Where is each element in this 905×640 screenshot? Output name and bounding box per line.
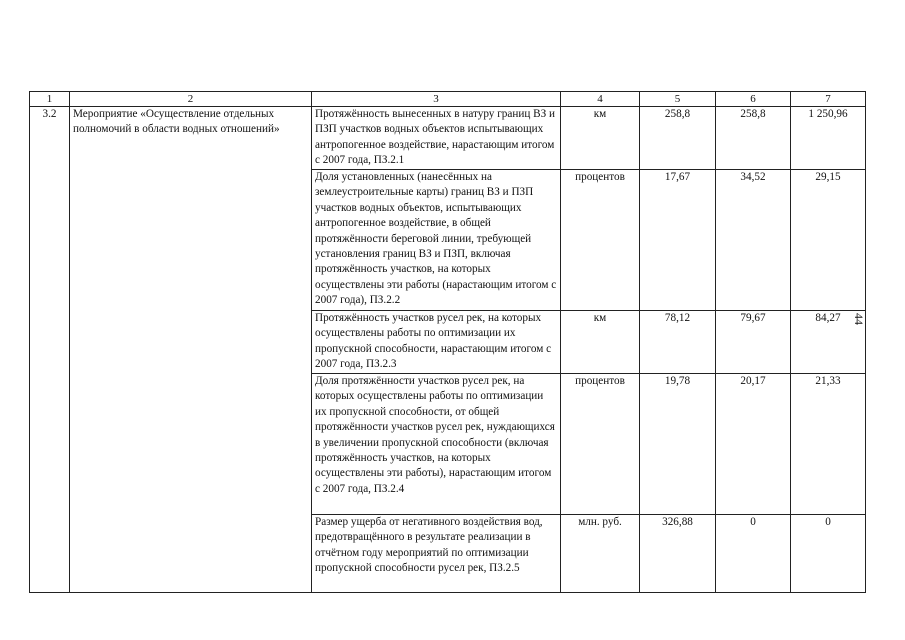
column-number: 5 <box>640 92 716 107</box>
unit-cell: км <box>561 107 640 170</box>
value-col7-cell: 84,27 <box>791 311 866 374</box>
unit-cell: млн. руб. <box>561 515 640 593</box>
value-col5-cell: 326,88 <box>640 515 716 593</box>
value-col6-cell: 0 <box>716 515 791 593</box>
value-col6-cell: 34,52 <box>716 170 791 311</box>
value-col7-cell: 21,33 <box>791 374 866 515</box>
unit-cell: процентов <box>561 170 640 311</box>
value-col5-cell: 78,12 <box>640 311 716 374</box>
value-col7-cell: 29,15 <box>791 170 866 311</box>
value-col6-cell: 79,67 <box>716 311 791 374</box>
event-name-cell: Мероприятие «Осуществление отдельных полномочий в области водных отношений» <box>70 107 312 593</box>
value-col5-cell: 17,67 <box>640 170 716 311</box>
row-number-cell: 3.2 <box>30 107 70 593</box>
value-col5-cell: 258,8 <box>640 107 716 170</box>
column-number: 2 <box>70 92 312 107</box>
table-row <box>30 107 866 170</box>
column-number: 1 <box>30 92 70 107</box>
value-col7-cell: 0 <box>791 515 866 593</box>
value-col5-cell: 19,78 <box>640 374 716 515</box>
value-col6-cell: 258,8 <box>716 107 791 170</box>
unit-cell: км <box>561 311 640 374</box>
value-col6-cell: 20,17 <box>716 374 791 515</box>
value-col7-cell: 1 250,96 <box>791 107 866 170</box>
column-number-row <box>30 92 866 107</box>
column-number: 4 <box>561 92 640 107</box>
page-number: 44 <box>852 313 866 325</box>
column-number: 3 <box>312 92 561 107</box>
indicator-name-cell: Доля протяжённости участков русел рек, на которых осуществлены работы по оптимизации их пропускной способности, от общей протяжённости участков русел рек, нуждающихся в увеличении пропускной способности (включая протяжённость участков, на которых осуществлены эти работы), нарастающим итогом с 2007 года, ПЗ.2.4 <box>312 374 561 515</box>
unit-cell: процентов <box>561 374 640 515</box>
indicator-name-cell: Протяжённость участков русел рек, на которых осуществлены работы по оптимизации их пропускной способности, нарастающим итогом с 2007 года, ПЗ.2.3 <box>312 311 561 374</box>
column-number: 6 <box>716 92 791 107</box>
indicator-name-cell: Доля установленных (нанесённых на землеустроительные карты) границ ВЗ и ПЗП участков водных объектов, испытывающих антропогенное воздействие, в общей протяжённости береговой линии, требующей установления границ ВЗ и ПЗП, включая протяжённость участков, на которых осуществлены эти работы (нарастающим итогом с 2007 года), ПЗ.2.2 <box>312 170 561 311</box>
indicator-name-cell: Размер ущерба от негативного воздействия вод, предотвращённого в результате реализации в отчётном году мероприятий по оптимизации пропускной способности русел рек, ПЗ.2.5 <box>312 515 561 593</box>
indicator-name-cell: Протяжённость вынесенных в натуру границ ВЗ и ПЗП участков водных объектов испытывающих антропогенное воздействие, нарастающим итогом с 2007 года, ПЗ.2.1 <box>312 107 561 170</box>
column-number: 7 <box>791 92 866 107</box>
indicators-table <box>29 91 866 593</box>
